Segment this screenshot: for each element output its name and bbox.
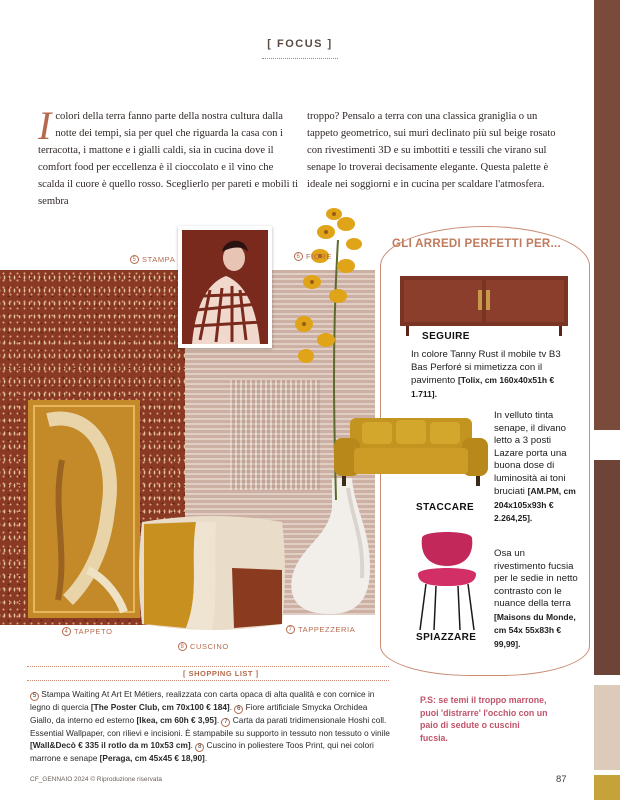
label-fiore-text: FIORE [306, 252, 332, 261]
tv-cabinet [398, 272, 570, 336]
shopping-num-8: 8 [195, 743, 204, 752]
sofa-image [330, 412, 492, 488]
fuchsia-chair [412, 532, 482, 632]
mustard-sofa [330, 412, 492, 488]
rug-pattern [28, 400, 140, 618]
intro-column-right: troppo? Pensalo a terra con una classica graniglia o un tappeto geometrico, sui muri declinato più sul beige rosato con rivestimenti 3D e su imbottiti e tessili che virano sul senape lo troverai decisamente elegante. Questa palette è ideale nei soggiorni e in cucina per scaldare l'atmosfera. [307, 111, 556, 190]
item-text-staccare [494, 410, 578, 526]
item-text-spiazzare [494, 548, 578, 651]
item-desc-spiazzare: Osa un rivestimento fucsia per le sedie in netto contrasto con le nuance della terra [494, 548, 578, 609]
shopping-num-7: 7 [221, 718, 230, 727]
item-head-staccare: STACCARE [416, 502, 475, 513]
shopping-ref-8: [Peraga, cm 45x45 € 18,90] [99, 753, 205, 764]
shopping-ref-7: [Wall&Decò € 335 il rotlo da m 10x53 cm] [30, 740, 191, 751]
label-tappezzeria-text: TAPPEZZERIA [298, 625, 356, 634]
label-tappezzeria-number: 7 [286, 625, 295, 634]
shopping-list-text: 5 Stampa Waiting At Art Et Métiers, realizzata con carta opaca di alta qualità e con cornice in legno di quercia [The Poster Club, cm 70x100 € 184]. 6 Fiore artificiale Smycka Orchidea Giallo, da interno ed esterno [Ikea, cm 60h € 3,95]. 7 Carta da parati tridimensionale Hoshi coll. Essential Wallpaper, con rilievi e incisioni. È stampabile su supporto in tessuto non tessuto o vinile [Wall&Decò € 335 il rotlo da m 10x53 cm]. 8 Cuscino in poliestere Toos Print, qui nei colori marrone e senape [Peraga, cm 45x45 € 18,90]. [30, 689, 390, 764]
panel-title: GLI ARREDI PERFETTI PER... [392, 238, 562, 250]
intro-column-left [38, 103, 300, 210]
label-cuscino-number: 8 [178, 642, 187, 651]
shopping-divider-top [27, 666, 389, 667]
label-fiore [294, 252, 332, 261]
shopping-item-7: Carta da parati tridimensionale Hoshi coll. Essential Wallpaper, con rilievi e incisioni. È stampabile su supporto in tessuto non tessuto o vinile [30, 714, 390, 738]
tv-cabinet-image [398, 272, 570, 336]
item-ref-spiazzare: [Maisons du Monde, cm 54x 55x83h € 99,99]. [494, 611, 576, 649]
item-desc-staccare: In velluto tinta senape, il divano letto a 3 posti Lazare porta una buona dose di luminosità ai toni bruciati [494, 410, 567, 497]
color-strip-white [594, 430, 620, 460]
ps-note: P.S: se temi il troppo marrone, puoi 'distrarre' l'occhio con un paio di sedute o cuscini fucsia. [420, 695, 548, 743]
color-strip-dark-brown [594, 460, 620, 675]
shopping-item-6: Fiore artificiale Smycka Orchidea Giallo, da interno ed esterno [30, 701, 368, 725]
label-fiore-number: 6 [294, 252, 303, 261]
item-ref-seguire: [Tolix, cm 160x40x51h € 1.711]. [411, 375, 555, 399]
shopping-ref-6: [Ikea, cm 60h € 3,95] [136, 714, 217, 725]
label-cuscino [178, 642, 229, 651]
rug-swatch [28, 400, 140, 618]
label-stampa-text: STAMPA [142, 255, 176, 264]
page-number: 87 [556, 774, 567, 785]
shopping-ref-5: [The Poster Club, cm 70x100 € 184] [90, 701, 230, 712]
shopping-divider [27, 680, 389, 681]
item-head-seguire: SEGUIRE [422, 331, 470, 342]
item-ref-staccare: [AM.PM, cm 204x105x93h € 2.264,25]. [494, 486, 576, 523]
item-desc-seguire: In colore Tanny Rust il mobile tv B3 Bas Perforé si mimetizza con il pavimento [411, 349, 561, 386]
footer-credit: CF_GENNAIO 2024 © Riproduzione riservata [30, 776, 162, 783]
section-label: [ FOCUS ] [267, 38, 333, 50]
label-tappezzeria [286, 625, 355, 634]
shopping-num-5: 5 [30, 692, 39, 701]
label-tappeto-number: 4 [62, 627, 71, 636]
item-text-seguire [411, 349, 576, 401]
dropcap: I [38, 103, 52, 148]
label-cuscino-text: CUSCINO [190, 642, 229, 651]
label-tappeto [62, 627, 113, 636]
intro-text-left: colori della terra fanno parte della nostra cultura dalla notte dei tempi, sia per quel che riguarda la casa con i terracotta, i mattone e i gialli caldi, sia in cucina dove il comfort food per eccellenza è il cioccolato e il vino che scalda il cuore è quello rosso. Sceglierlo per pareti e mobili ti sembra [38, 111, 299, 207]
cushion-image [138, 512, 286, 634]
shopping-title: [ SHOPPING LIST ] [183, 669, 259, 678]
art-print-image [182, 230, 268, 344]
color-strip-beige [594, 685, 620, 770]
label-stampa [130, 255, 175, 264]
item-head-spiazzare: SPIAZZARE [416, 632, 477, 643]
color-strip-mustard [594, 775, 620, 800]
art-print [178, 226, 272, 348]
shopping-item-5: Stampa Waiting At Art Et Métiers, realizzata con carta opaca di alta qualità e con cornice in legno di quercia [30, 689, 375, 712]
chair-image [412, 532, 482, 632]
section-divider [262, 58, 338, 59]
label-stampa-number: 5 [130, 255, 139, 264]
cushion [138, 512, 286, 634]
color-strip-brown [594, 0, 620, 430]
shopping-num-6: 6 [234, 705, 243, 714]
shopping-item-8: Cuscino in poliestere Toos Print, qui nei colori marrone e senape [30, 740, 374, 764]
label-tappeto-text: TAPPETO [74, 627, 113, 636]
